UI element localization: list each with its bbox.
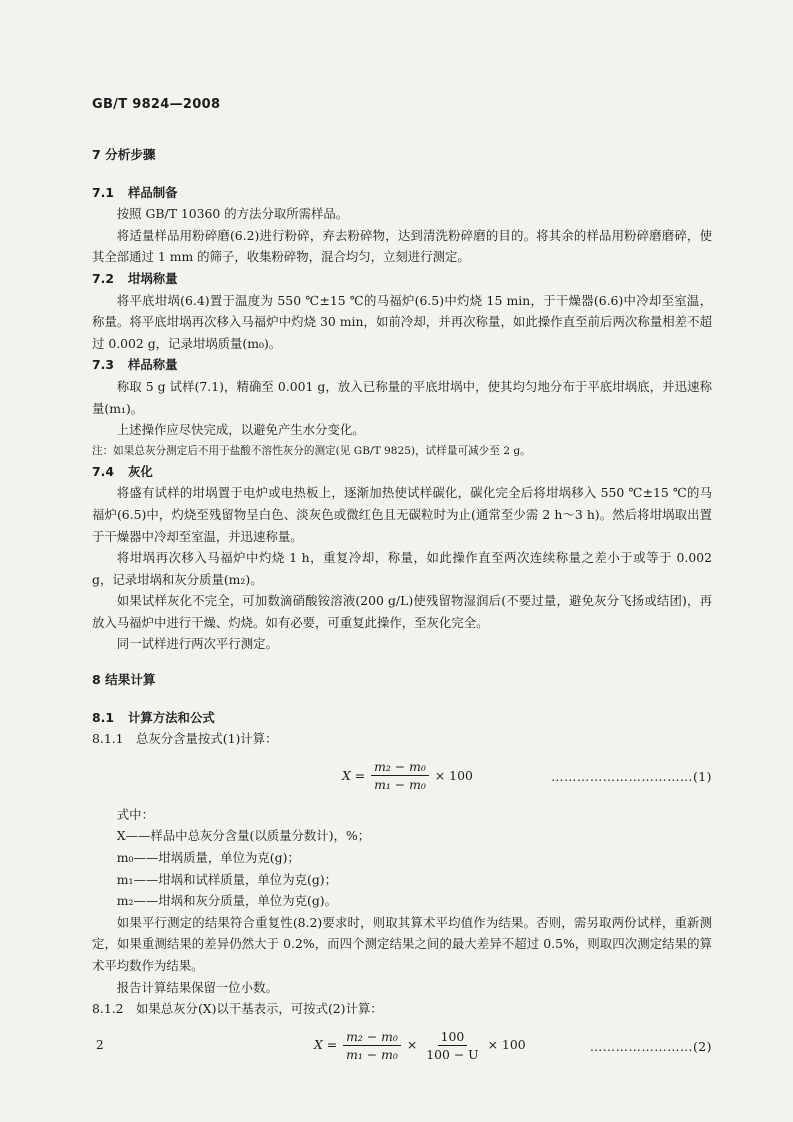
- variable-definition: m₀——坩埚质量，单位为克(g)；: [116, 850, 300, 866]
- section-number: 7.4: [92, 463, 114, 479]
- page-number: 2: [96, 1038, 104, 1052]
- section-title: 样品制备: [128, 184, 178, 200]
- formula-fraction: [371, 758, 429, 793]
- note: 注：如果总灰分测定后不用于盐酸不溶性灰分的测定(见 GB/T 9825)，试样量可减少至 2 g。: [92, 444, 531, 457]
- section-7-1-heading: [92, 182, 712, 204]
- fraction-denominator: m₁ − m₀: [374, 776, 426, 792]
- variable-definition: X——样品中总灰分含量(以质量分数计)，%；: [116, 828, 371, 844]
- formula-number: ……………………………(1): [551, 768, 712, 784]
- section-8-1-1-line: [92, 728, 712, 750]
- standard-code-header: GB/T 9824—2008: [92, 97, 221, 112]
- fraction-numerator: m₂ − m₀: [343, 1028, 401, 1046]
- section-7-4-heading: [92, 461, 712, 483]
- section-7-heading: 7 分析步骤: [92, 147, 156, 162]
- variable-definition: m₂——坩埚和灰分质量，单位为克(g)。: [116, 893, 337, 909]
- formula-number: ……………………(2): [589, 1038, 712, 1054]
- formula-2: [92, 1022, 712, 1072]
- section-number: 7.1: [92, 184, 114, 200]
- fraction-denominator: m₁ − m₀: [346, 1046, 398, 1062]
- fraction-numerator: 100: [438, 1028, 468, 1046]
- paragraph: 如果试样灰化不完全，可加数滴硝酸铵溶液(200 g/L)使残留物湿润后(不要过量，避免灰分飞扬或结团)，再放入马福炉中进行干燥、灼烧。如有必要，可重复此操作，至灰化完全。: [92, 593, 712, 630]
- formula-fraction: [423, 1028, 481, 1063]
- section-number: 8.1.2: [92, 1001, 124, 1017]
- paragraph: 报告计算结果保留一位小数。: [116, 979, 278, 995]
- paragraph: 将坩埚再次移入马福炉中灼烧 1 h，重复冷却，称量，如此操作直至两次连续称量之差小于或等于 0.002 g，记录坩埚和灰分质量(m₂)。: [92, 550, 712, 587]
- fraction-denominator: 100 − U: [426, 1046, 479, 1062]
- paragraph: 将平底坩埚(6.4)置于温度为 550 ℃±15 ℃的马福炉(6.5)中灼烧 15 min，于干燥器(6.6)中冷却至室温，称量。将平底坩埚再次移入马福炉中灼烧 30 min，如前冷却，并再次称量，如此操作直至前后两次称量相差不超过 0.002 g，记录坩埚质量(m₀)。: [92, 292, 712, 351]
- paragraph: 称取 5 g 试样(7.1)，精确至 0.001 g，放入已称量的平底坩埚中，使其均匀地分布于平底坩埚底，并迅速称量(m₁)。: [92, 378, 712, 416]
- section-title: 计算方法和公式: [128, 709, 215, 725]
- section-text: 总灰分含量按式(1)计算：: [136, 731, 278, 747]
- formula-rhs: × 100: [434, 767, 473, 783]
- variable-definition: m₁——坩埚和试样质量，单位为克(g)；: [116, 871, 337, 887]
- section-8-1-heading: [92, 707, 712, 729]
- page-content: [92, 140, 712, 1074]
- formula-operator: ×: [406, 1037, 418, 1053]
- section-title: 样品称量: [128, 357, 178, 373]
- where-label: 式中：: [116, 806, 154, 822]
- section-8-heading: 8 结果计算: [92, 672, 156, 688]
- section-7-2-heading: [92, 268, 712, 290]
- section-number: 7.3: [92, 357, 114, 373]
- paragraph: 按照 GB/T 10360 的方法分取所需样品。: [116, 206, 349, 222]
- paragraph: 将盛有试样的坩埚置于电炉或电热板上，逐渐加热使试样碳化，碳化完全后将坩埚移入 550 ℃±15 ℃的马福炉(6.5)中，灼烧至残留物呈白色、淡灰色或微红色且无碳粒时为止(通常至少需 2 h～3 h)。然后将坩埚取出置于干燥器中冷却至室温，并迅速称量。: [92, 485, 712, 544]
- formula-fraction: [343, 1028, 401, 1063]
- section-8-1-2-line: [92, 998, 712, 1020]
- section-title: 灰化: [128, 463, 153, 479]
- paragraph: 上述操作应尽快完成，以避免产生水分变化。: [116, 422, 365, 438]
- section-title: 坩埚称量: [128, 270, 178, 286]
- section-number: 8.1: [92, 709, 114, 725]
- fraction-numerator: m₂ − m₀: [371, 758, 429, 776]
- formula-expression: [314, 1028, 526, 1063]
- section-number: 8.1.1: [92, 731, 124, 747]
- paragraph: 如果平行测定的结果符合重复性(8.2)要求时，则取其算术平均值作为结果。否则，需另取两份试样，重新测定，如果重测结果的差异仍然大于 0.2%，而四个测定结果之间的最大差异不超过 0.5%，则取四次测定结果的算术平均数作为结果。: [92, 914, 712, 973]
- formula-expression: [342, 758, 473, 793]
- section-7-3-heading: [92, 354, 712, 376]
- formula-rhs: × 100: [487, 1037, 526, 1053]
- section-text: 如果总灰分(X)以干基表示，可按式(2)计算：: [136, 1001, 383, 1017]
- formula-lhs: X =: [342, 767, 366, 783]
- formula-lhs: X =: [314, 1037, 338, 1053]
- formula-1: [92, 752, 712, 802]
- section-number: 7.2: [92, 270, 114, 286]
- paragraph: 同一试样进行两次平行测定。: [116, 636, 278, 652]
- paragraph: 将适量样品用粉碎磨(6.2)进行粉碎，弃去粉碎物，达到清洗粉碎磨的目的。将其余的样品用粉碎磨磨碎，使其全部通过 1 mm 的筛子，收集粉碎物，混合均匀，立刻进行测定。: [92, 227, 712, 265]
